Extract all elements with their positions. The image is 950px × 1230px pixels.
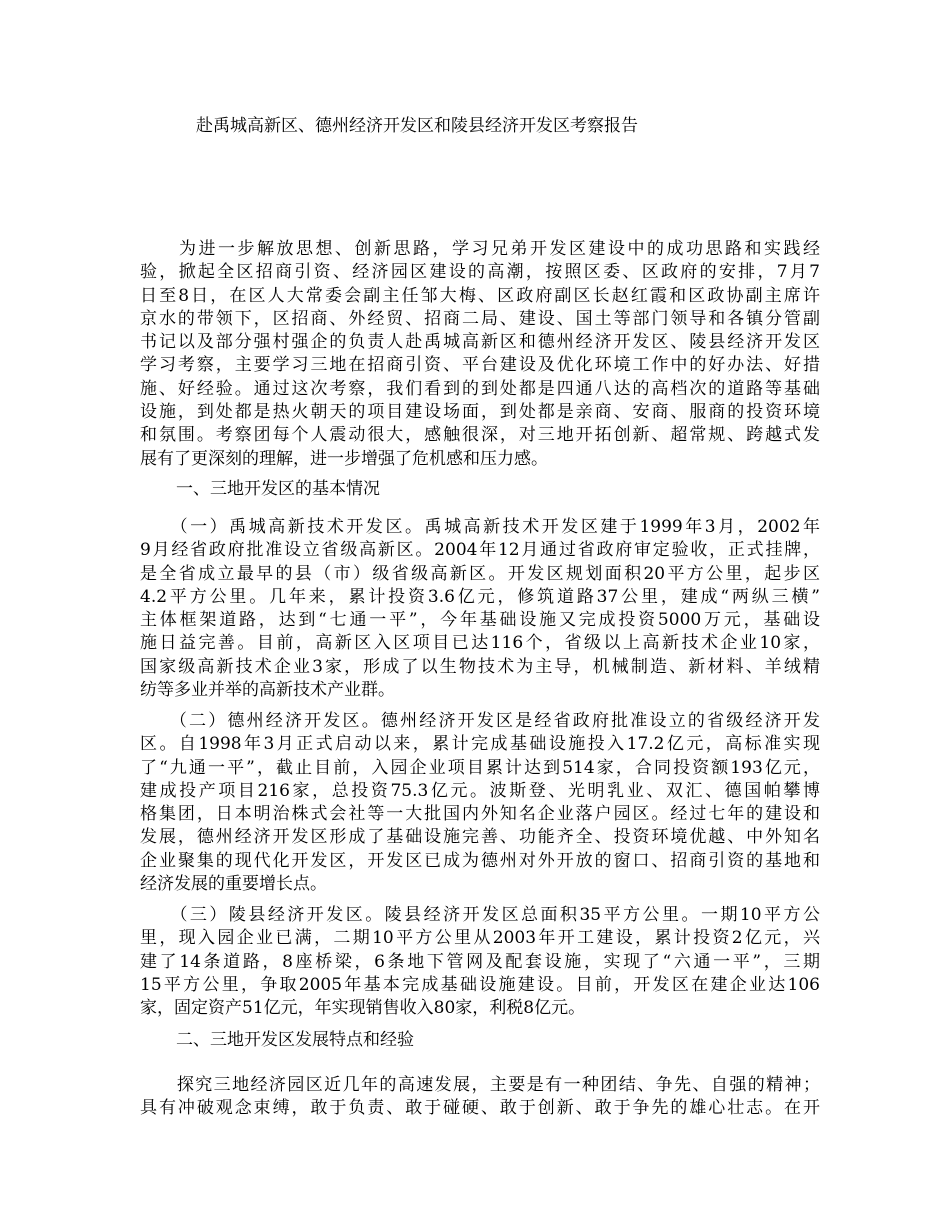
paragraph-line: 4.2平方公里。几年来，累计投资3.6亿元，修筑道路37公里，建成“两纵三横” — [140, 586, 820, 607]
section-heading-features: 二、三地开发区发展特点和经验 — [176, 1030, 414, 1050]
paragraph-line: 设施，到处都是热火朝天的项目建设场面，到处都是亲商、安商、服商的投资环境 — [140, 402, 820, 423]
paragraph-line: 学习考察，主要学习三地在招商引资、平台建设及优化环境工作中的好办法、好措 — [140, 355, 820, 376]
document-title: 赴禹城高新区、德州经济开发区和陵县经济开发区考察报告 — [196, 116, 638, 136]
paragraph-line: 施、好经验。通过这次考察，我们看到的到处都是四通八达的高档次的道路等基础 — [140, 378, 820, 399]
intro-paragraph — [140, 238, 820, 471]
paragraph-line: 建了14条道路，8座桥梁，6条地下管网及配套设施，实现了“六通一平”，三期 — [140, 951, 820, 972]
paragraph-line: （二）德州经济开发区。德州经济开发区是经省政府批准设立的省级经济开发 — [140, 711, 820, 731]
paragraph-line: 企业聚集的现代化开发区，开发区已成为德州对外开放的窗口、招商引资的基地和 — [140, 850, 820, 871]
section-heading-basic-info: 一、三地开发区的基本情况 — [176, 479, 380, 499]
paragraph-line: 里，现入园企业已满，二期10平方公里从2003年开工建设，累计投资2亿元，兴 — [140, 928, 820, 949]
paragraph-line: 9月经省政府批准设立省级高新区。2004年12月通过省政府审定验收，正式挂牌， — [140, 540, 820, 561]
paragraph-line: 施日益完善。目前，高新区入区项目已达116个，省级以上高新技术企业10家， — [140, 633, 820, 654]
features-paragraph — [140, 1074, 820, 1121]
paragraph-line: 和氛围。考察团每个人震动很大，感触很深，对三地开拓创新、超常规、跨越式发 — [140, 425, 820, 446]
paragraph-line: 经济发展的重要增长点。 — [140, 874, 327, 895]
paragraph-line: （三）陵县经济开发区。陵县经济开发区总面积35平方公里。一期10平方公 — [140, 905, 820, 925]
paragraph-line: 书记以及部分强村强企的负责人赴禹城高新区和德州经济开发区、陵县经济开发区 — [140, 332, 820, 353]
paragraph-line: 日至8日，在区人大常委会副主任邹大梅、区政府副区长赵红霞和区政协副主席许 — [140, 285, 820, 306]
paragraph-line: 具有冲破观念束缚，敢于负责、敢于碰硬、敢于创新、敢于争先的雄心壮志。在开 — [140, 1098, 820, 1119]
paragraph-line: 为进一步解放思想、创新思路，学习兄弟开发区建设中的成功思路和实践经 — [140, 239, 820, 259]
paragraph-line: 发展，德州经济开发区形成了基础设施完善、功能齐全、投资环境优越、中外知名 — [140, 827, 820, 848]
lingxian-paragraph — [140, 904, 820, 1020]
yucheng-paragraph — [140, 516, 820, 702]
paragraph-line: 主体框架道路，达到“七通一平”，今年基础设施又完成投资5000万元，基础设 — [140, 610, 820, 631]
paragraph-line: 了“九通一平”，截止目前，入园企业项目累计达到514家，合同投资额193亿元， — [140, 757, 820, 778]
paragraph-line: 是全省成立最早的县（市）级省级高新区。开发区规划面积20平方公里，起步区 — [140, 563, 820, 584]
paragraph-line: 区。自1998年3月正式启动以来，累计完成基础设施投入17.2亿元，高标准实现 — [140, 734, 820, 755]
paragraph-line: 格集团，日本明治株式会社等一大批国内外知名企业落户园区。经过七年的建设和 — [140, 804, 820, 825]
paragraph-line: 验，掀起全区招商引资、经济园区建设的高潮，按照区委、区政府的安排，7月7 — [140, 262, 820, 283]
paragraph-line: 探究三地经济园区近几年的高速发展，主要是有一种团结、争先、自强的精神； — [140, 1075, 820, 1095]
dezhou-paragraph — [140, 710, 820, 896]
paragraph-line: 京水的带领下，区招商、外经贸、招商二局、建设、国土等部门领导和各镇分管副 — [140, 308, 820, 329]
paragraph-line: 15平方公里，争取2005年基本完成基础设施建设。目前，开发区在建企业达106 — [140, 974, 820, 995]
paragraph-line: （一）禹城高新技术开发区。禹城高新技术开发区建于1999年3月，2002年 — [140, 517, 820, 537]
paragraph-line: 国家级高新技术企业3家，形成了以生物技术为主导，机械制造、新材料、羊绒精 — [140, 656, 820, 677]
paragraph-line: 展有了更深刻的理解，进一步增强了危机感和压力感。 — [140, 448, 548, 469]
paragraph-line: 纺等多业并举的高新技术产业群。 — [140, 680, 395, 701]
paragraph-line: 家，固定资产51亿元，年实现销售收入80家，利税8亿元。 — [140, 998, 586, 1019]
paragraph-line: 建成投产项目216家，总投资75.3亿元。波斯登、光明乳业、双汇、德国帕攀博 — [140, 780, 820, 801]
